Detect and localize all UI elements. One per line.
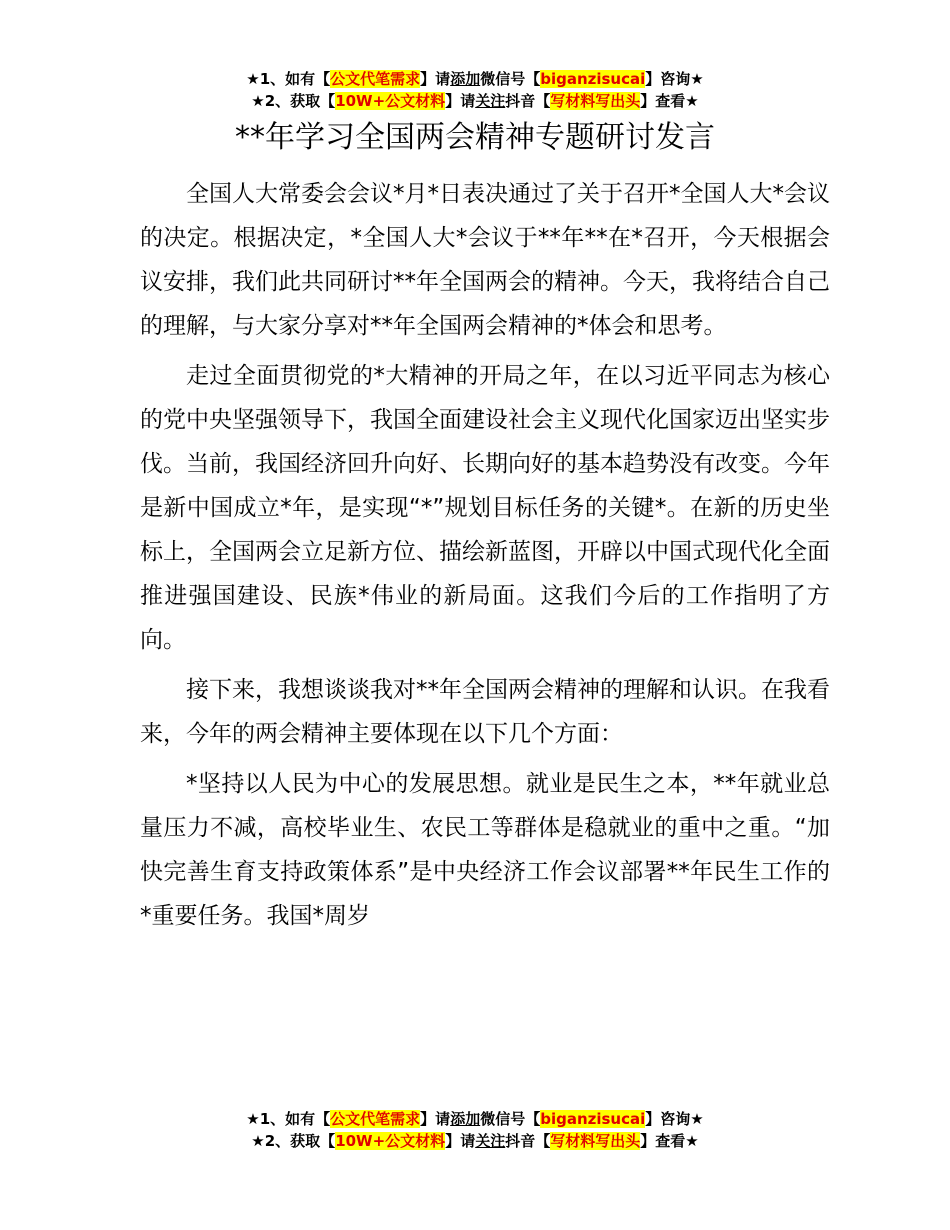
footer-promo xyxy=(0,1108,950,1152)
footer-promo-line-2 xyxy=(0,1130,950,1152)
promo-highlight-ghostwriting: 公文代笔需求 xyxy=(330,1110,421,1128)
promo-highlight-douyin-id: 写材料写出头 xyxy=(550,92,641,110)
header-promo-line-1 xyxy=(0,68,950,90)
promo-highlight-ghostwriting: 公文代笔需求 xyxy=(330,70,421,88)
promo-text: 】请 xyxy=(420,1110,451,1128)
promo-text: 】请 xyxy=(445,1132,476,1150)
paragraph-2: 走过全面贯彻党的*大精神的开局之年，在以习近平同志为核心的党中央坚强领导下，我国全面建设社会主义现代化国家迈出坚实步伐。当前，我国经济回升向好、长期向好的基本趋势没有改变。今年是新中国成立*年，是实现“*”规划目标任务的关键*。在新的历史坐标上，全国两会立足新方位、描绘新蓝图，开辟以中国式现代化全面推进强国建设、民族*伟业的新局面。这我们今后的工作指明了方向。 xyxy=(140,363,830,653)
promo-underline-follow: 关注 xyxy=(475,92,506,110)
document-body xyxy=(140,172,830,944)
promo-text: 抖音【 xyxy=(505,1132,551,1150)
promo-highlight-wechat-id: biganzisucai xyxy=(540,1110,646,1128)
footer-promo-line-1 xyxy=(0,1108,950,1130)
header-promo xyxy=(0,68,950,112)
promo-text: 】请 xyxy=(420,70,451,88)
document-title: **年学习全国两会精神专题研讨发言 xyxy=(235,120,715,155)
promo-highlight-materials: 10W+公文材料 xyxy=(335,1132,446,1150)
promo-text: ★2、获取【 xyxy=(251,1132,336,1150)
promo-underline-follow: 关注 xyxy=(475,1132,506,1150)
header-promo-line-2 xyxy=(0,90,950,112)
promo-text: ★2、获取【 xyxy=(251,92,336,110)
promo-text: 抖音【 xyxy=(505,92,551,110)
promo-highlight-douyin-id: 写材料写出头 xyxy=(550,1132,641,1150)
promo-text: 微信号【 xyxy=(480,1110,541,1128)
promo-text: 】查看★ xyxy=(640,92,699,110)
paragraph-4: *坚持以人民为中心的发展思想。就业是民生之本，**年就业总量压力不减，高校毕业生、农民工等群体是稳就业的重中之重。“加快完善生育支持政策体系”是中央经济工作会议部署**年民生工作的*重要任务。我国*周岁 xyxy=(140,771,830,929)
promo-text: 】查看★ xyxy=(640,1132,699,1150)
paragraph-1: 全国人大常委会会议*月*日表决通过了关于召开*全国人大*会议的决定。根据决定，*全国人大*会议于**年**在*召开，今天根据会议安排，我们此共同研讨**年全国两会的精神。今天，我将结合自己的理解，与大家分享对**年全国两会精神的*体会和思考。 xyxy=(140,181,830,339)
promo-text: ★1、如有【 xyxy=(246,1110,331,1128)
promo-text: 】请 xyxy=(445,92,476,110)
promo-text: ★1、如有【 xyxy=(246,70,331,88)
promo-highlight-materials: 10W+公文材料 xyxy=(335,92,446,110)
promo-text: 】咨询★ xyxy=(645,70,704,88)
promo-highlight-wechat-id: biganzisucai xyxy=(540,70,646,88)
promo-text: 微信号【 xyxy=(480,70,541,88)
promo-underline-add: 添加 xyxy=(450,70,481,88)
promo-text: 】咨询★ xyxy=(645,1110,704,1128)
promo-underline-add: 添加 xyxy=(450,1110,481,1128)
paragraph-3: 接下来，我想谈谈我对**年全国两会精神的理解和认识。在我看来，今年的两会精神主要体现在以下几个方面： xyxy=(140,677,830,747)
